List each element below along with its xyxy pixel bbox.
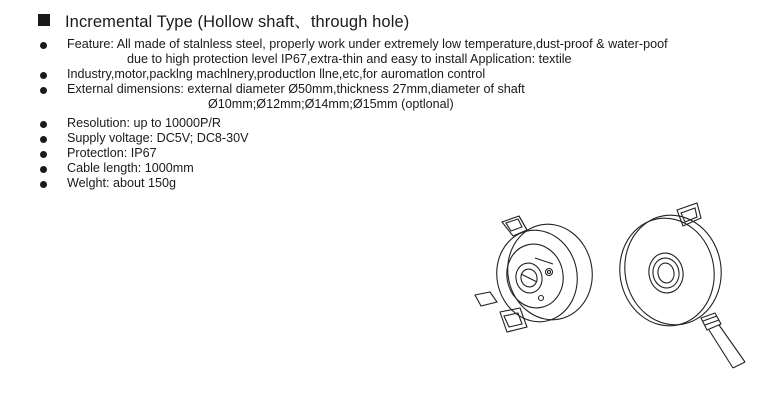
- list-item: [40, 67, 668, 82]
- feature-text-cont: due to high protection level IP67,extra-thin and easy to install Application: textile: [127, 52, 572, 66]
- dimensions-text-cont: Ø10mm;Ø12mm;Ø14mm;Ø15mm (optlonal): [208, 97, 454, 111]
- heading-text: Incremental Type (Hollow shaft、through hole): [65, 13, 410, 31]
- list-item: [40, 176, 668, 191]
- list-item: [40, 116, 668, 131]
- bullet-icon: [40, 181, 47, 188]
- list-item: [40, 161, 668, 176]
- protection-text: Protectlon: IP67: [67, 146, 157, 160]
- list-item: [40, 82, 668, 114]
- square-bullet-icon: [38, 14, 50, 26]
- bullet-icon: [40, 72, 47, 79]
- bullet-icon: [40, 121, 47, 128]
- bullet-icon: [40, 151, 47, 158]
- encoder-drawing: [445, 200, 765, 390]
- resolution-text: Resolution: up to 10000P/R: [67, 116, 222, 130]
- feature-list: [40, 37, 668, 191]
- bullet-icon: [40, 166, 47, 173]
- weight-text: Welght: about 150g: [67, 176, 176, 190]
- encoder-right-illustration: [611, 203, 745, 368]
- cable-text: Cable length: 1000mm: [67, 161, 194, 175]
- feature-text: Feature: All made of stalnless steel, properly work under extremely low temperature,dust-proof & water-poof: [67, 37, 668, 51]
- bullet-icon: [40, 87, 47, 94]
- list-item: [40, 131, 668, 146]
- bullet-icon: [40, 42, 47, 49]
- list-item: [40, 37, 668, 67]
- bullet-icon: [40, 136, 47, 143]
- supply-text: Supply voltage: DC5V; DC8-30V: [67, 131, 249, 145]
- list-item: [40, 146, 668, 161]
- encoder-left-illustration: [475, 216, 601, 332]
- section-heading: [38, 9, 409, 31]
- dimensions-text: External dimensions: external diameter Ø50mm,thickness 27mm,diameter of shaft: [67, 82, 525, 96]
- industry-text: Industry,motor,packlng machlnery,productlon llne,etc,for auromatlon control: [67, 67, 486, 81]
